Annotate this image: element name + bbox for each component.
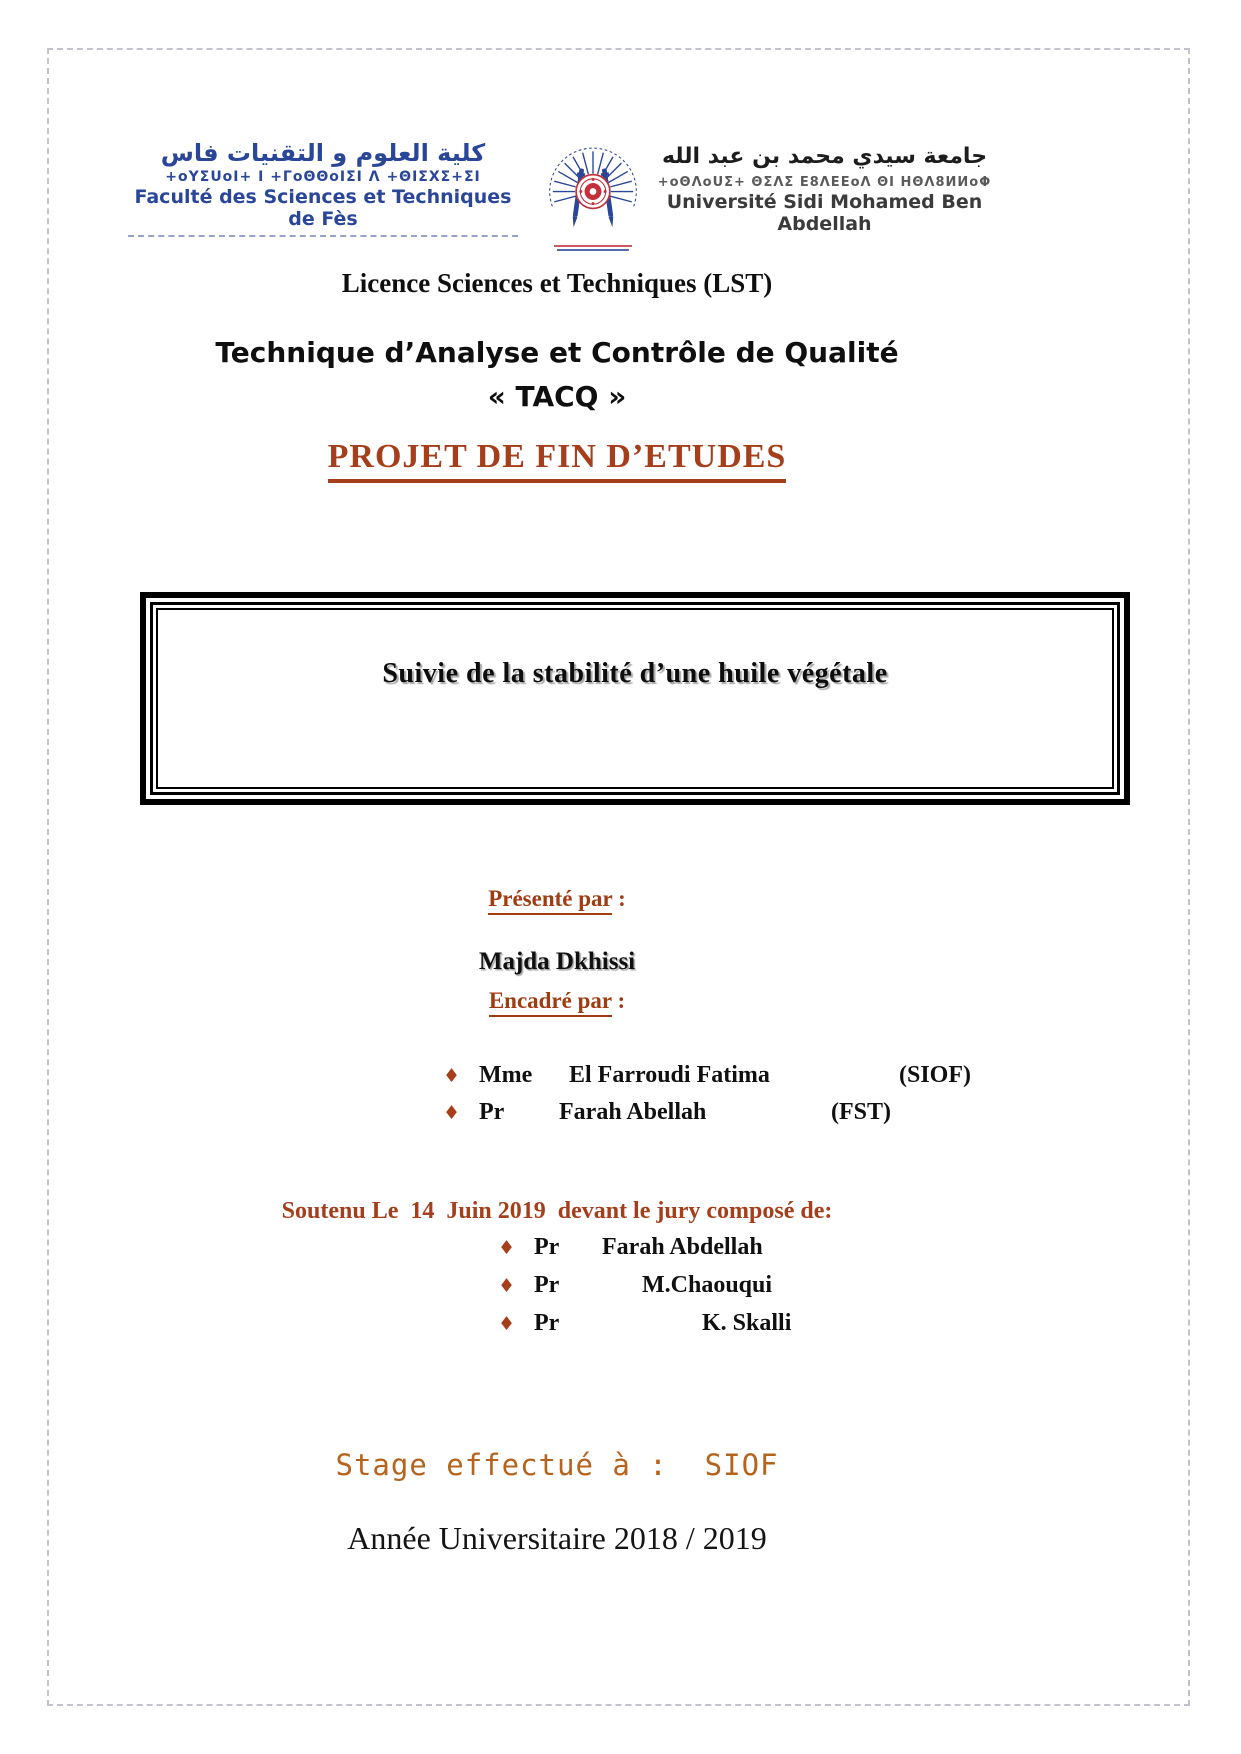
advisor-name: Farah Abellah [559,1099,707,1125]
faculty-header-block [128,138,518,237]
program-acronym: « TACQ » [487,380,627,413]
dashed-divider [128,235,518,237]
student-name: Majda Dkhissi [478,948,636,975]
jury-row [498,1234,791,1272]
report-heading-wrap [47,438,1067,483]
university-name-tifinagh: +oΘΛoUΣ+ ΘΣΛΣ Ε8ΛΕΕoΛ ΘΙ ΗΘΛ8ИИoΦ [657,174,992,190]
advisor-affiliation: (FST) [831,1099,891,1125]
academic-year: Année Universitaire 2018 / 2019 [347,1520,767,1556]
defense-heading: Soutenu Le 14 Juin 2019 devant le jury composé de: [281,1198,833,1224]
university-logo [540,126,646,254]
university-name-french: Université Sidi Mohamed Ben Abdellah [666,190,983,235]
program-title: Technique d’Analyse et Contrôle de Qualité [215,336,899,369]
degree-title: Licence Sciences et Techniques (LST) [341,268,773,298]
advisor-title: Pr [479,1099,505,1125]
jury-name: Farah Abdellah [602,1234,763,1260]
logo-caption [554,245,632,251]
usmba-emblem-icon [540,126,646,238]
jury-row [498,1310,791,1348]
jury-row [498,1272,791,1310]
jury-name: M.Chaouqui [642,1272,773,1298]
jury-title: Pr [534,1310,560,1336]
advisor-affiliation: (SIOF) [899,1062,971,1088]
advisors-list [443,1062,971,1136]
report-heading: PROJET DE FIN D’ETUDES [328,438,787,483]
internship-location: Stage effectué à : SIOF [335,1448,779,1482]
jury-title: Pr [534,1272,560,1298]
jury-list [498,1234,791,1348]
faculty-name-arabic: كلية العلوم و التقنيات فاس [160,139,486,167]
university-header-block [652,143,997,235]
diamond-bullet-icon: ♦ [443,1102,461,1124]
faculty-name-french: Faculté des Sciences et Techniques de Fès [134,186,512,230]
presented-by-heading: Présenté par : [47,886,1067,912]
faculty-name-tifinagh: +oYΣUoI+ I +ΓoΘΘoIΣI Λ +ΘIΣXΣ+ΣI [165,169,481,185]
diamond-bullet-icon: ♦ [498,1313,516,1335]
supervised-by-heading: Encadré par : [47,988,1067,1014]
advisor-row [443,1062,971,1099]
advisor-row [443,1099,971,1136]
university-name-arabic: جامعة سيدي محمد بن عبد الله [661,144,988,169]
advisor-title: Mme [479,1062,533,1088]
report-title: Suivie de la stabilité d’une huile végétale [382,658,888,689]
title-box [140,592,1130,805]
diamond-bullet-icon: ♦ [498,1237,516,1259]
advisor-name: El Farroudi Fatima [569,1062,770,1088]
diamond-bullet-icon: ♦ [443,1065,461,1087]
jury-name: K. Skalli [702,1310,792,1336]
jury-title: Pr [534,1234,560,1260]
diamond-bullet-icon: ♦ [498,1275,516,1297]
